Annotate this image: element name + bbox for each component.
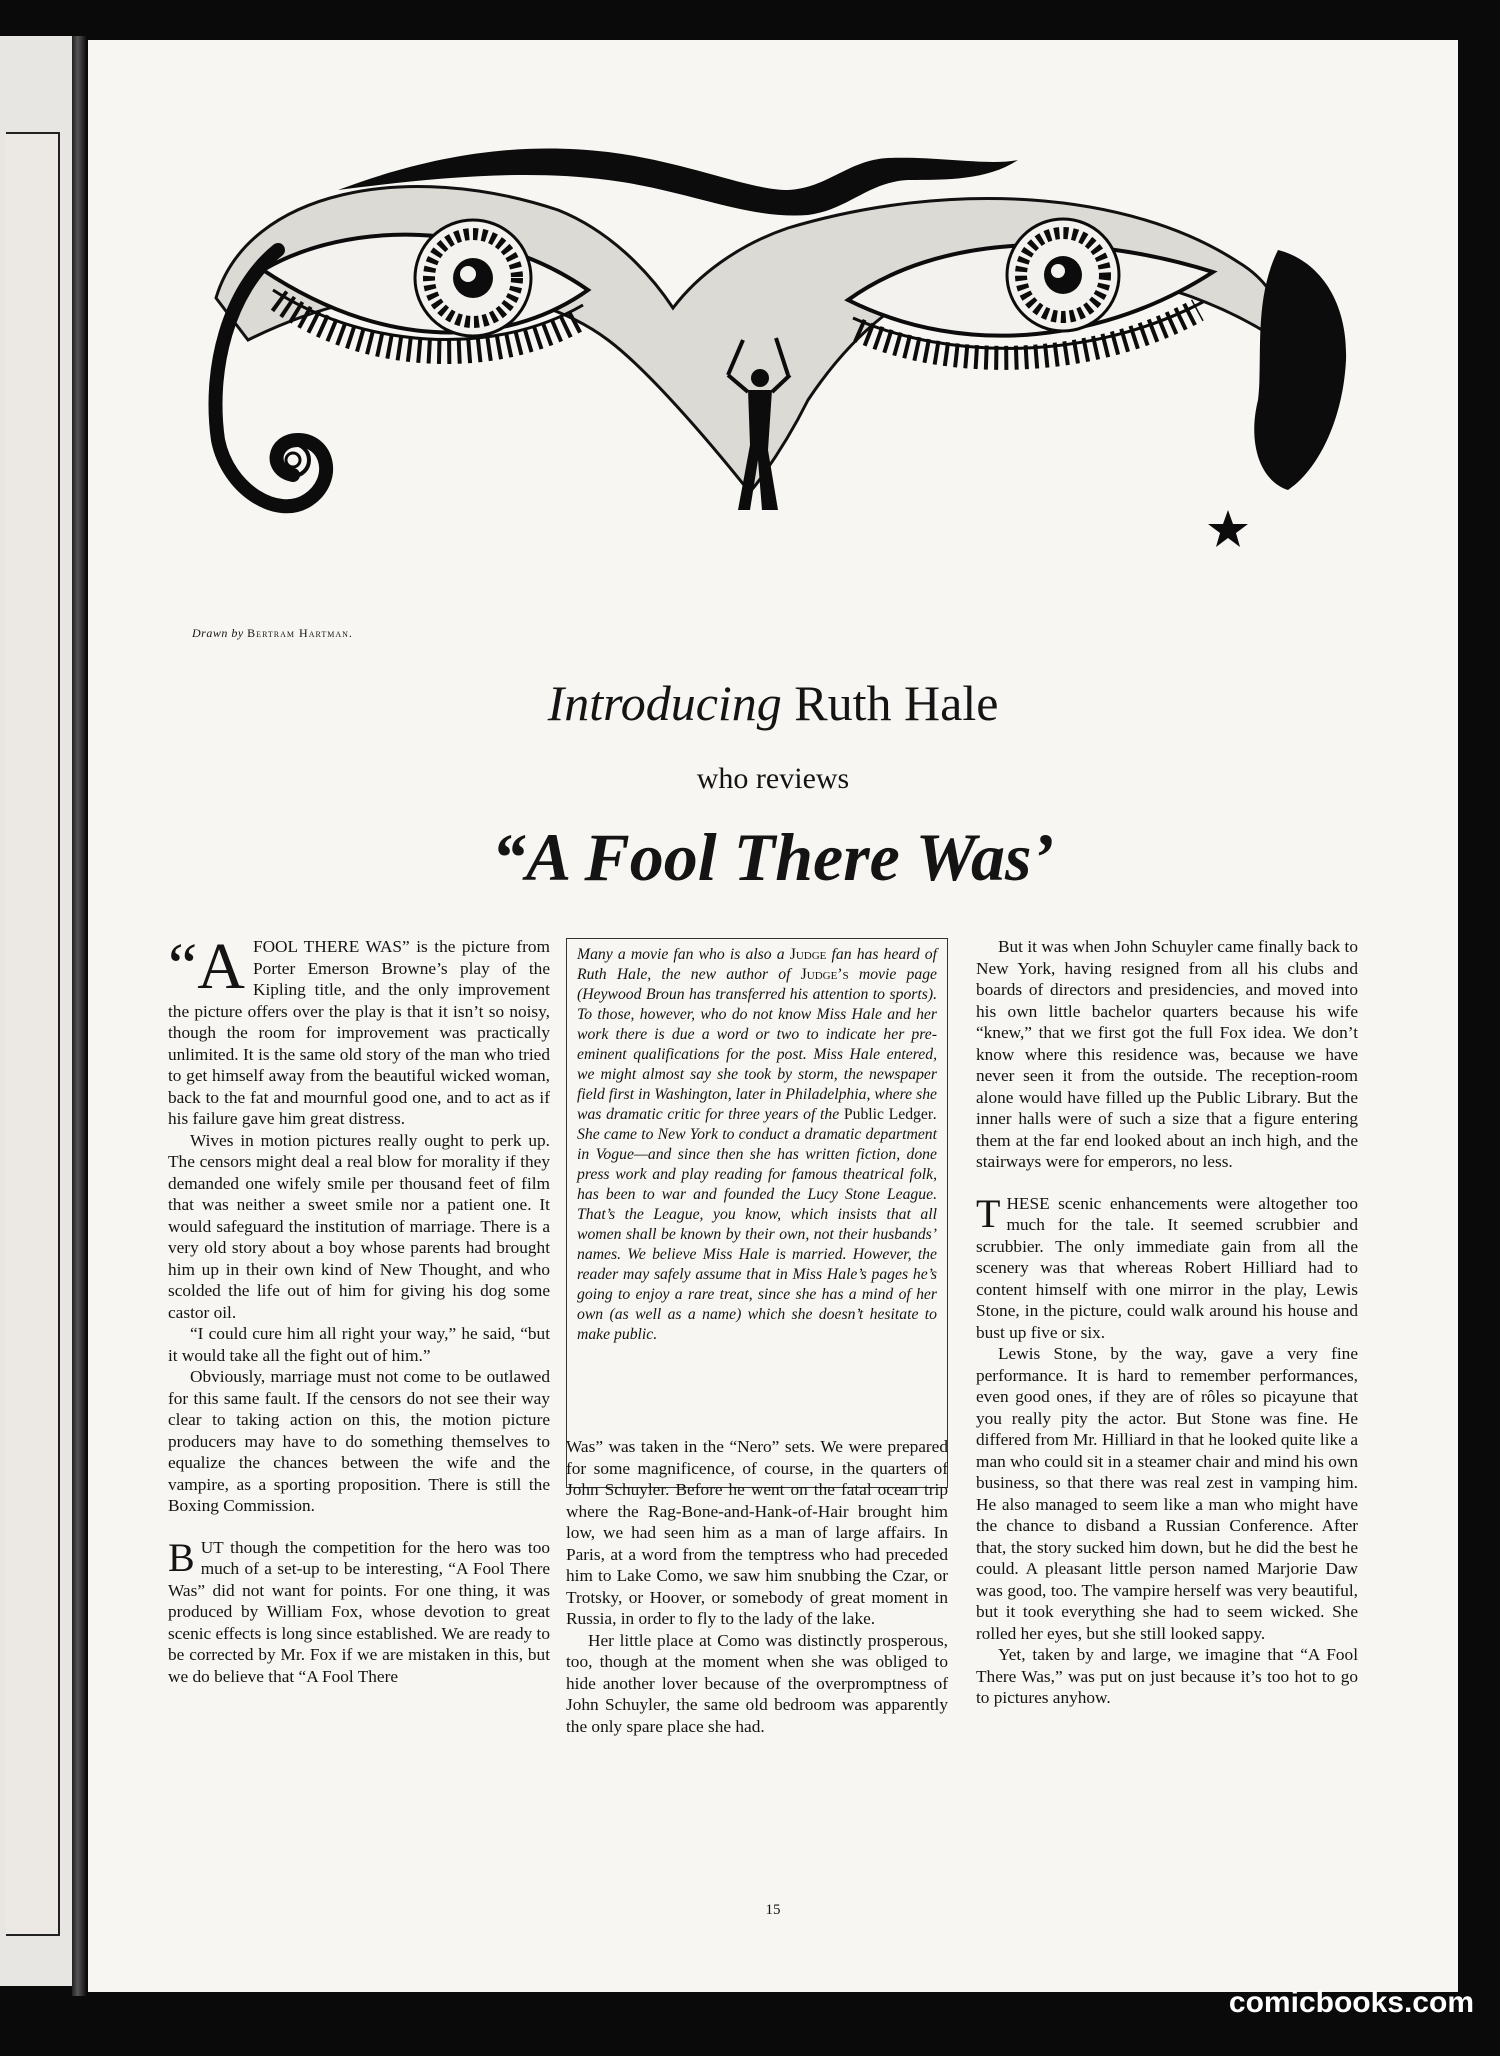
note-judge: Judge xyxy=(789,946,827,963)
article-column-1 xyxy=(168,930,550,1687)
paragraph: Obviously, marriage must not come to be outlawed for this same fault. If the censors do not see their way clear to taking action on this, the motion picture producers may have to do something themselves to equalize the chances between the wife and the vampire, as a sporting proposition. There is still the Boxing Commission. xyxy=(168,1367,550,1515)
paragraph: Yet, taken by and large, we imagine that “A Fool There Was,” was put on just because it’s too hot to go to pictures anyhow. xyxy=(976,1645,1358,1707)
credit-name: Bertram Hartman. xyxy=(247,626,353,640)
credit-prefix: Drawn by xyxy=(192,626,244,640)
facing-page-frame xyxy=(6,132,60,1936)
headline-film-title: “A Fool There Was’ xyxy=(491,819,1055,895)
paragraph xyxy=(168,1534,550,1688)
note-text: Many a movie fan who is also a xyxy=(577,946,790,963)
article-column-3 xyxy=(976,936,1358,1709)
magazine-page xyxy=(88,40,1458,1992)
drop-cap-letter: B xyxy=(168,1534,195,1580)
paragraph: Her little place at Como was distinctly prosperous, too, though at the moment when she was obliged to hide another lover because of the overpromptness of John Schuyler, the same old bedroom was apparently the only spare place she had. xyxy=(566,1630,948,1736)
paragraph: But it was when John Schuyler came finally back to New York, having resigned from all his clubs and boards of directors and presidencies, and moved into his own little bachelor quarters because his wife “knew,” that we first got the full Fox idea. We don’t know where this residence was, because we have never seen it from the outside. The reception-room alone would have filled up the Public Library. But the inner halls were of such a size that a figure entering them at the far end looked about an inch high, and the stairways were for emperors, no less. xyxy=(976,937,1358,1171)
paragraph-text: HESE scenic enhancements were altogether too much for the tale. It seemed scrubbier and scrubbier. The only immediate gain from all the scenery was that whereas Robert Hilliard had to content himself with one mirror in the play, Lewis Stone, in the picture, could walk around his house and bust up five or six. xyxy=(976,1193,1358,1342)
drop-cap-letter: A xyxy=(197,930,245,1003)
note-text: . She came to New York to conduct a dramatic department in Vogue—and since then she has written fiction, done press work and play reading for famous theatrical folk, has been to war and founded the Lucy Stone League. That’s the League, you know, which insists that all women shall be known by their own, not their husbands’ names. We believe Miss Hale is married. However, the reader may safely assume that in Miss Hale’s pages he’s going to enjoy a rare treat, since she has a mind of her own (as well as a name) which she doesn’t hesitate to make public. xyxy=(577,1106,938,1343)
editor-note-box xyxy=(566,938,948,1488)
spiral-core xyxy=(286,453,300,467)
left-pupil-highlight xyxy=(460,266,476,282)
star xyxy=(1208,510,1248,547)
right-pupil-highlight xyxy=(1051,264,1065,278)
drop-cap xyxy=(168,930,245,1003)
drop-cap-quote: “ xyxy=(168,930,198,1003)
eyes-illustration xyxy=(88,40,1458,600)
paragraph-text: UT though the competition for the hero was too much of a set-up to be interesting, “A Fool There Was” did not want for points. For one thing, it was produced by William Fox, whose devotion to great scenic effects is long since established. We are ready to be corrected by Mr. Fox if we are mistaken in this, but we do believe that “A Fool There xyxy=(168,1537,550,1686)
paragraph: Lewis Stone, by the way, gave a very fine performance. It is hard to remember performances, even good ones, if they are of rôles so picayune that you really pity the actor. But Stone was fine. He differed from Mr. Hilliard in that he looked quite like a man who could sit in a steamer chair and mind his own business, so that there was real zest in vamping him. He also managed to seem like a man who might have the chance to disband a Russian Conference. After that, the story sucked him down, but he did the best he could. A pleasant little person named Marjorie Daw was good, too. The vampire herself was very beautiful, but it took everything she had to seem wicked. She rolled her eyes, but she still looked sappy. xyxy=(976,1344,1358,1643)
paragraph-text: FOOL THERE WAS” is the picture from Porter Emerson Browne’s play of the Kipling title, and the only improvement the picture offers over the play is that it isn’t so noisy, though the room for improvement was practically unlimited. It is the same old story of the man who tried to get himself away from the beautiful wicked woman, back to the fat and mournful good one, and to act as if his failure gave him great distress. xyxy=(168,937,550,1128)
mask-band xyxy=(216,187,1281,495)
paragraph xyxy=(976,1190,1358,1344)
watermark: comicbooks.com xyxy=(1228,1986,1474,2019)
book-gutter xyxy=(72,36,86,1996)
paragraph: Was” was taken in the “Nero” sets. We were prepared for some magnificence, of course, in the quarters of John Schuyler. Before he went on the fatal ocean trip where the Rag-Bone-and-Hank-of-Hair brought him low, we had seen him as a man of large affairs. In Paris, at a word from the temptress who had preceded him to Lake Como, we saw him snubbing the Czar, or Trotsky, or Hoover, or somebody of great moment in Russia, in order to fly to the lady of the lake. xyxy=(566,1437,948,1628)
article-column-2 xyxy=(566,1436,948,1737)
note-judge: Judge’s xyxy=(800,966,849,983)
illustration-credit xyxy=(192,626,353,641)
note-ledger: Public Ledger xyxy=(843,1106,934,1123)
headline-name: Ruth Hale xyxy=(794,675,999,731)
right-hair xyxy=(1254,250,1346,490)
paragraph xyxy=(168,930,550,1130)
drop-cap-letter: T xyxy=(976,1190,1001,1236)
note-text: fan has heard of Ruth Hale, the new author of xyxy=(577,946,937,983)
note-text: movie page (Heywood Broun has transferred his attention to sports). To those, however, who do not know Miss Hale and her work there is due a word or two to indicate her pre-eminent qualifications for the post. Miss Hale entered, we might almost say she took by storm, the newspaper field first in Washington, later in Philadelphia, where she was dramatic critic for three years of the xyxy=(577,966,938,1123)
page-number: 15 xyxy=(765,1902,781,1918)
paragraph: “I could cure him all right your way,” he said, “but it would take all the fight out of him.” xyxy=(168,1324,550,1365)
headline-who-reviews: who reviews xyxy=(696,762,850,795)
headline-introducing xyxy=(88,674,1458,732)
headline-introducing-word: Introducing xyxy=(547,675,782,731)
paragraph: Wives in motion pictures really ought to perk up. The censors might deal a real blow for morality if they demanded one wifely smile per thousand feet of film that was neither a sweet smile nor a patient one. It would safeguard the institution of marriage. There is a very old story about a boy whose parents had brought him up in their own kind of New Thought, and who scolded the life out of him for giving his dog some castor oil. xyxy=(168,1130,550,1322)
